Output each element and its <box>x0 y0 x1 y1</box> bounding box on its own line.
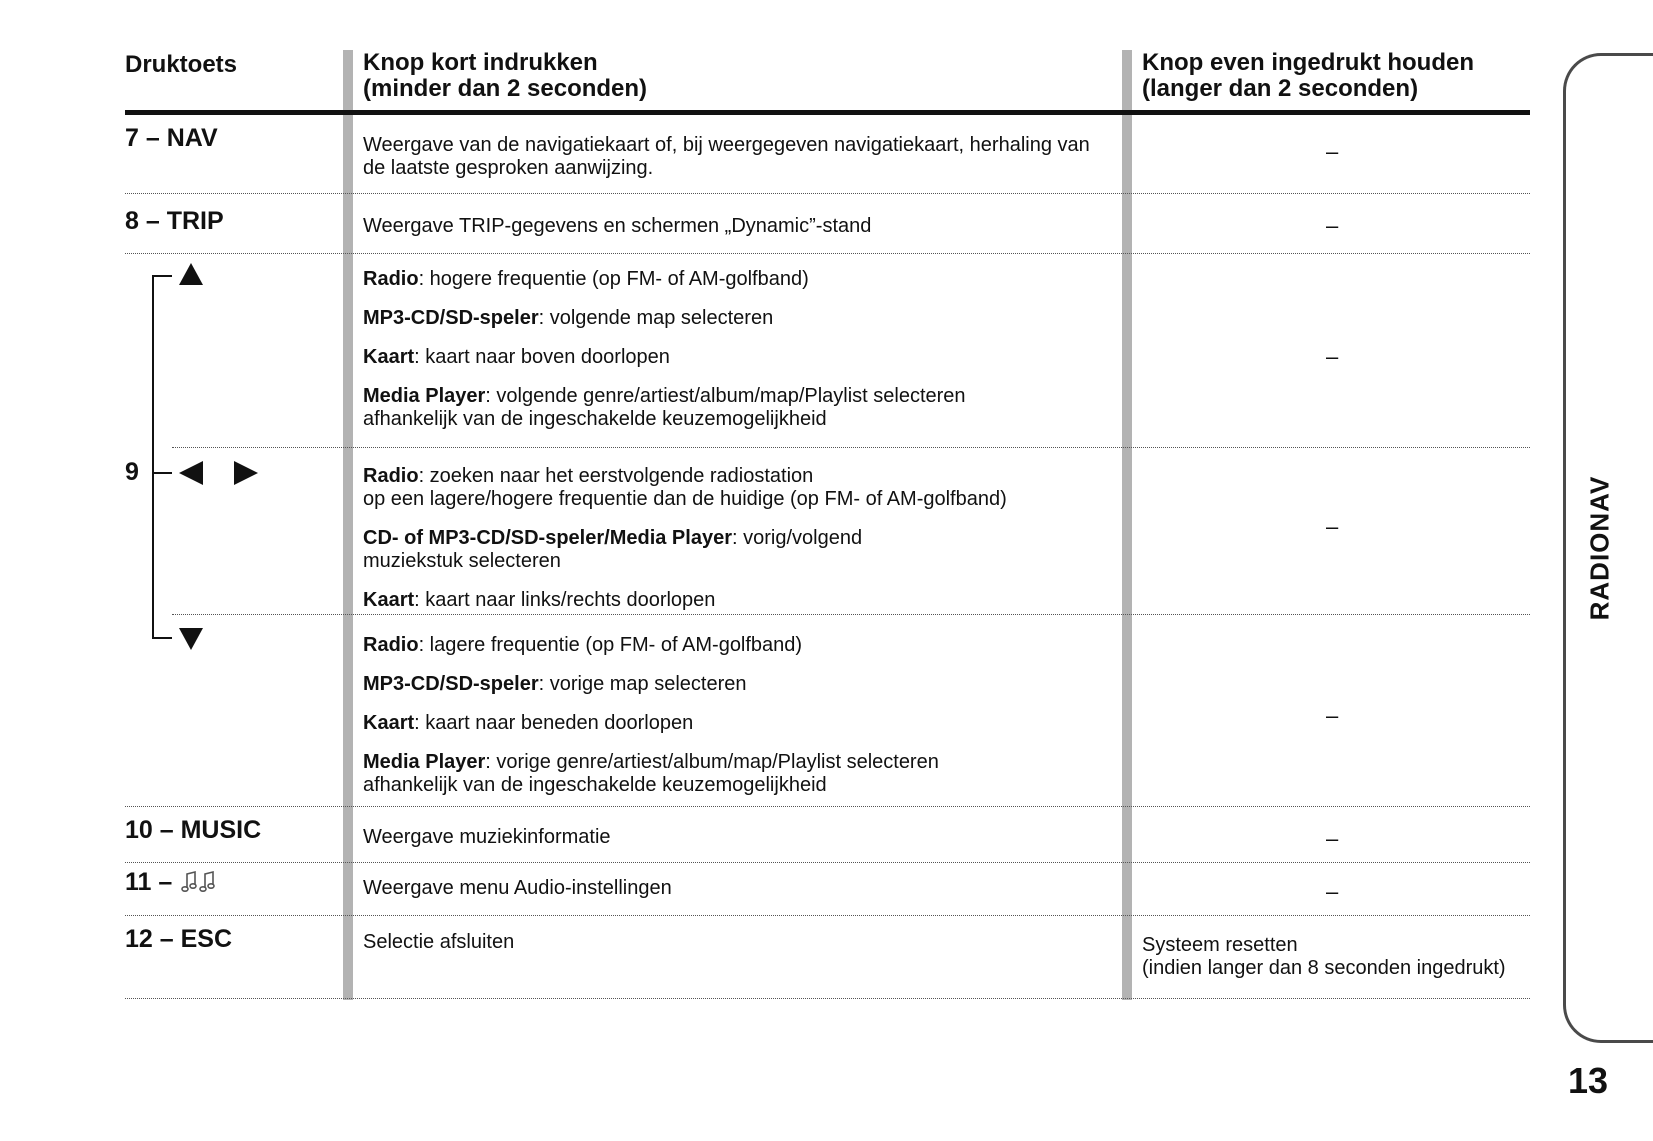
music-short-text: Weergave muziekinformatie <box>363 826 611 848</box>
lr-radio <box>363 465 1007 511</box>
up-media-label: Media Player <box>363 385 486 407</box>
up-radio <box>363 268 809 291</box>
down-media-label: Media Player <box>363 751 486 773</box>
key-audio <box>125 868 217 896</box>
nav-long-value: – <box>1326 139 1339 164</box>
key-esc: 12 – ESC <box>125 925 233 953</box>
side-tab-title: RADIONAV <box>1584 475 1615 621</box>
key-audio-label: 11 – <box>125 868 173 896</box>
up-map <box>363 346 670 369</box>
down-map <box>363 712 693 735</box>
header-short-press-line2: (minder dan 2 seconden) <box>363 75 648 102</box>
down-mp3 <box>363 673 747 696</box>
header-long-press-line1: Knop even ingedrukt houden <box>1142 49 1475 76</box>
key-nav: 7 – NAV <box>125 124 218 152</box>
nav-short-text <box>363 134 1090 180</box>
up-media-text: : volgende genre/artiest/album/map/Playlist selecteren <box>485 385 966 407</box>
key-nine: 9 <box>125 458 139 486</box>
up-radio-text: : hogere frequentie (op FM- of AM-golfband) <box>418 268 809 290</box>
up-mp3-label: MP3-CD/SD-speler <box>363 307 539 329</box>
up-media-line2: afhankelijk van de ingeschakelde keuzemogelijkheid <box>363 408 827 430</box>
lr-cd-text: : vorig/volgend <box>731 527 863 549</box>
arrow-right-icon <box>233 460 259 486</box>
audio-long-value: – <box>1326 879 1339 904</box>
row-divider <box>125 915 1530 916</box>
arrow-down-icon <box>178 627 204 651</box>
lr-long-value: – <box>1326 514 1339 539</box>
row-divider <box>125 862 1530 863</box>
down-radio <box>363 634 802 657</box>
row-divider <box>125 998 1530 999</box>
nav-short-line1: Weergave van de navigatiekaart of, bij weergegeven navigatiekaart, herhaling van <box>363 134 1090 156</box>
up-mp3 <box>363 307 773 330</box>
down-map-text: : kaart naar beneden doorlopen <box>414 712 694 734</box>
row-divider <box>172 614 1530 615</box>
bracket-top-tick <box>152 275 172 277</box>
down-long-value: – <box>1326 703 1339 728</box>
row-divider <box>125 806 1530 807</box>
up-map-text: : kaart naar boven doorlopen <box>414 346 670 368</box>
esc-long-line1: Systeem resetten <box>1142 934 1298 956</box>
trip-short-text: Weergave TRIP-gegevens en schermen „Dynamic”-stand <box>363 215 872 237</box>
bracket-vertical <box>152 275 154 639</box>
down-radio-label: Radio <box>363 634 419 656</box>
esc-long-line2: (indien langer dan 8 seconden ingedrukt) <box>1142 957 1506 979</box>
esc-short-text: Selectie afsluiten <box>363 931 515 953</box>
row-divider <box>172 447 1530 448</box>
key-music: 10 – MUSIC <box>125 816 262 844</box>
lr-map-label: Kaart <box>363 589 415 611</box>
up-media <box>363 385 966 431</box>
key-trip: 8 – TRIP <box>125 207 224 235</box>
down-media-text: : vorige genre/artiest/album/map/Playlist selecteren <box>485 751 939 773</box>
down-mp3-text: : vorige map selecteren <box>538 673 747 695</box>
lr-radio-label: Radio <box>363 465 419 487</box>
bracket-bottom-tick <box>152 637 172 639</box>
lr-map-text: : kaart naar links/rechts doorlopen <box>414 589 716 611</box>
bracket-middle-tick <box>152 472 172 474</box>
header-short-press <box>363 50 647 102</box>
esc-long-text <box>1142 934 1506 980</box>
up-map-label: Kaart <box>363 346 415 368</box>
header-rule <box>125 110 1530 115</box>
header-druktoets: Druktoets <box>125 51 238 78</box>
page-number: 13 <box>1568 1060 1609 1101</box>
header-long-press-line2: (langer dan 2 seconden) <box>1142 75 1419 102</box>
down-media-line2: afhankelijk van de ingeschakelde keuzemogelijkheid <box>363 774 827 796</box>
lr-cd <box>363 527 862 573</box>
down-map-label: Kaart <box>363 712 415 734</box>
row-divider <box>125 193 1530 194</box>
lr-radio-line2: op een lagere/hogere frequentie dan de huidige (op FM- of AM-golfband) <box>363 488 1007 510</box>
lr-map <box>363 589 715 612</box>
audio-short-text: Weergave menu Audio-instellingen <box>363 877 672 899</box>
down-radio-text: : lagere frequentie (op FM- of AM-golfband) <box>418 634 803 656</box>
music-long-value: – <box>1326 826 1339 851</box>
header-short-press-line1: Knop kort indrukken <box>363 49 598 76</box>
arrow-left-icon <box>178 460 204 486</box>
nav-short-line2: de laatste gesproken aanwijzing. <box>363 157 654 179</box>
row-divider <box>125 253 1530 254</box>
lr-radio-text: : zoeken naar het eerstvolgende radiostation <box>418 465 814 487</box>
down-mp3-label: MP3-CD/SD-speler <box>363 673 539 695</box>
trip-long-value: – <box>1326 213 1339 238</box>
down-media <box>363 751 939 797</box>
up-radio-label: Radio <box>363 268 419 290</box>
lr-cd-line2: muziekstuk selecteren <box>363 550 561 572</box>
arrow-up-icon <box>178 262 204 286</box>
header-long-press <box>1142 50 1474 102</box>
lr-cd-label: CD- of MP3-CD/SD-speler/Media Player <box>363 527 732 549</box>
up-long-value: – <box>1326 344 1339 369</box>
audio-settings-icon <box>181 868 217 894</box>
up-mp3-text: : volgende map selecteren <box>538 307 774 329</box>
